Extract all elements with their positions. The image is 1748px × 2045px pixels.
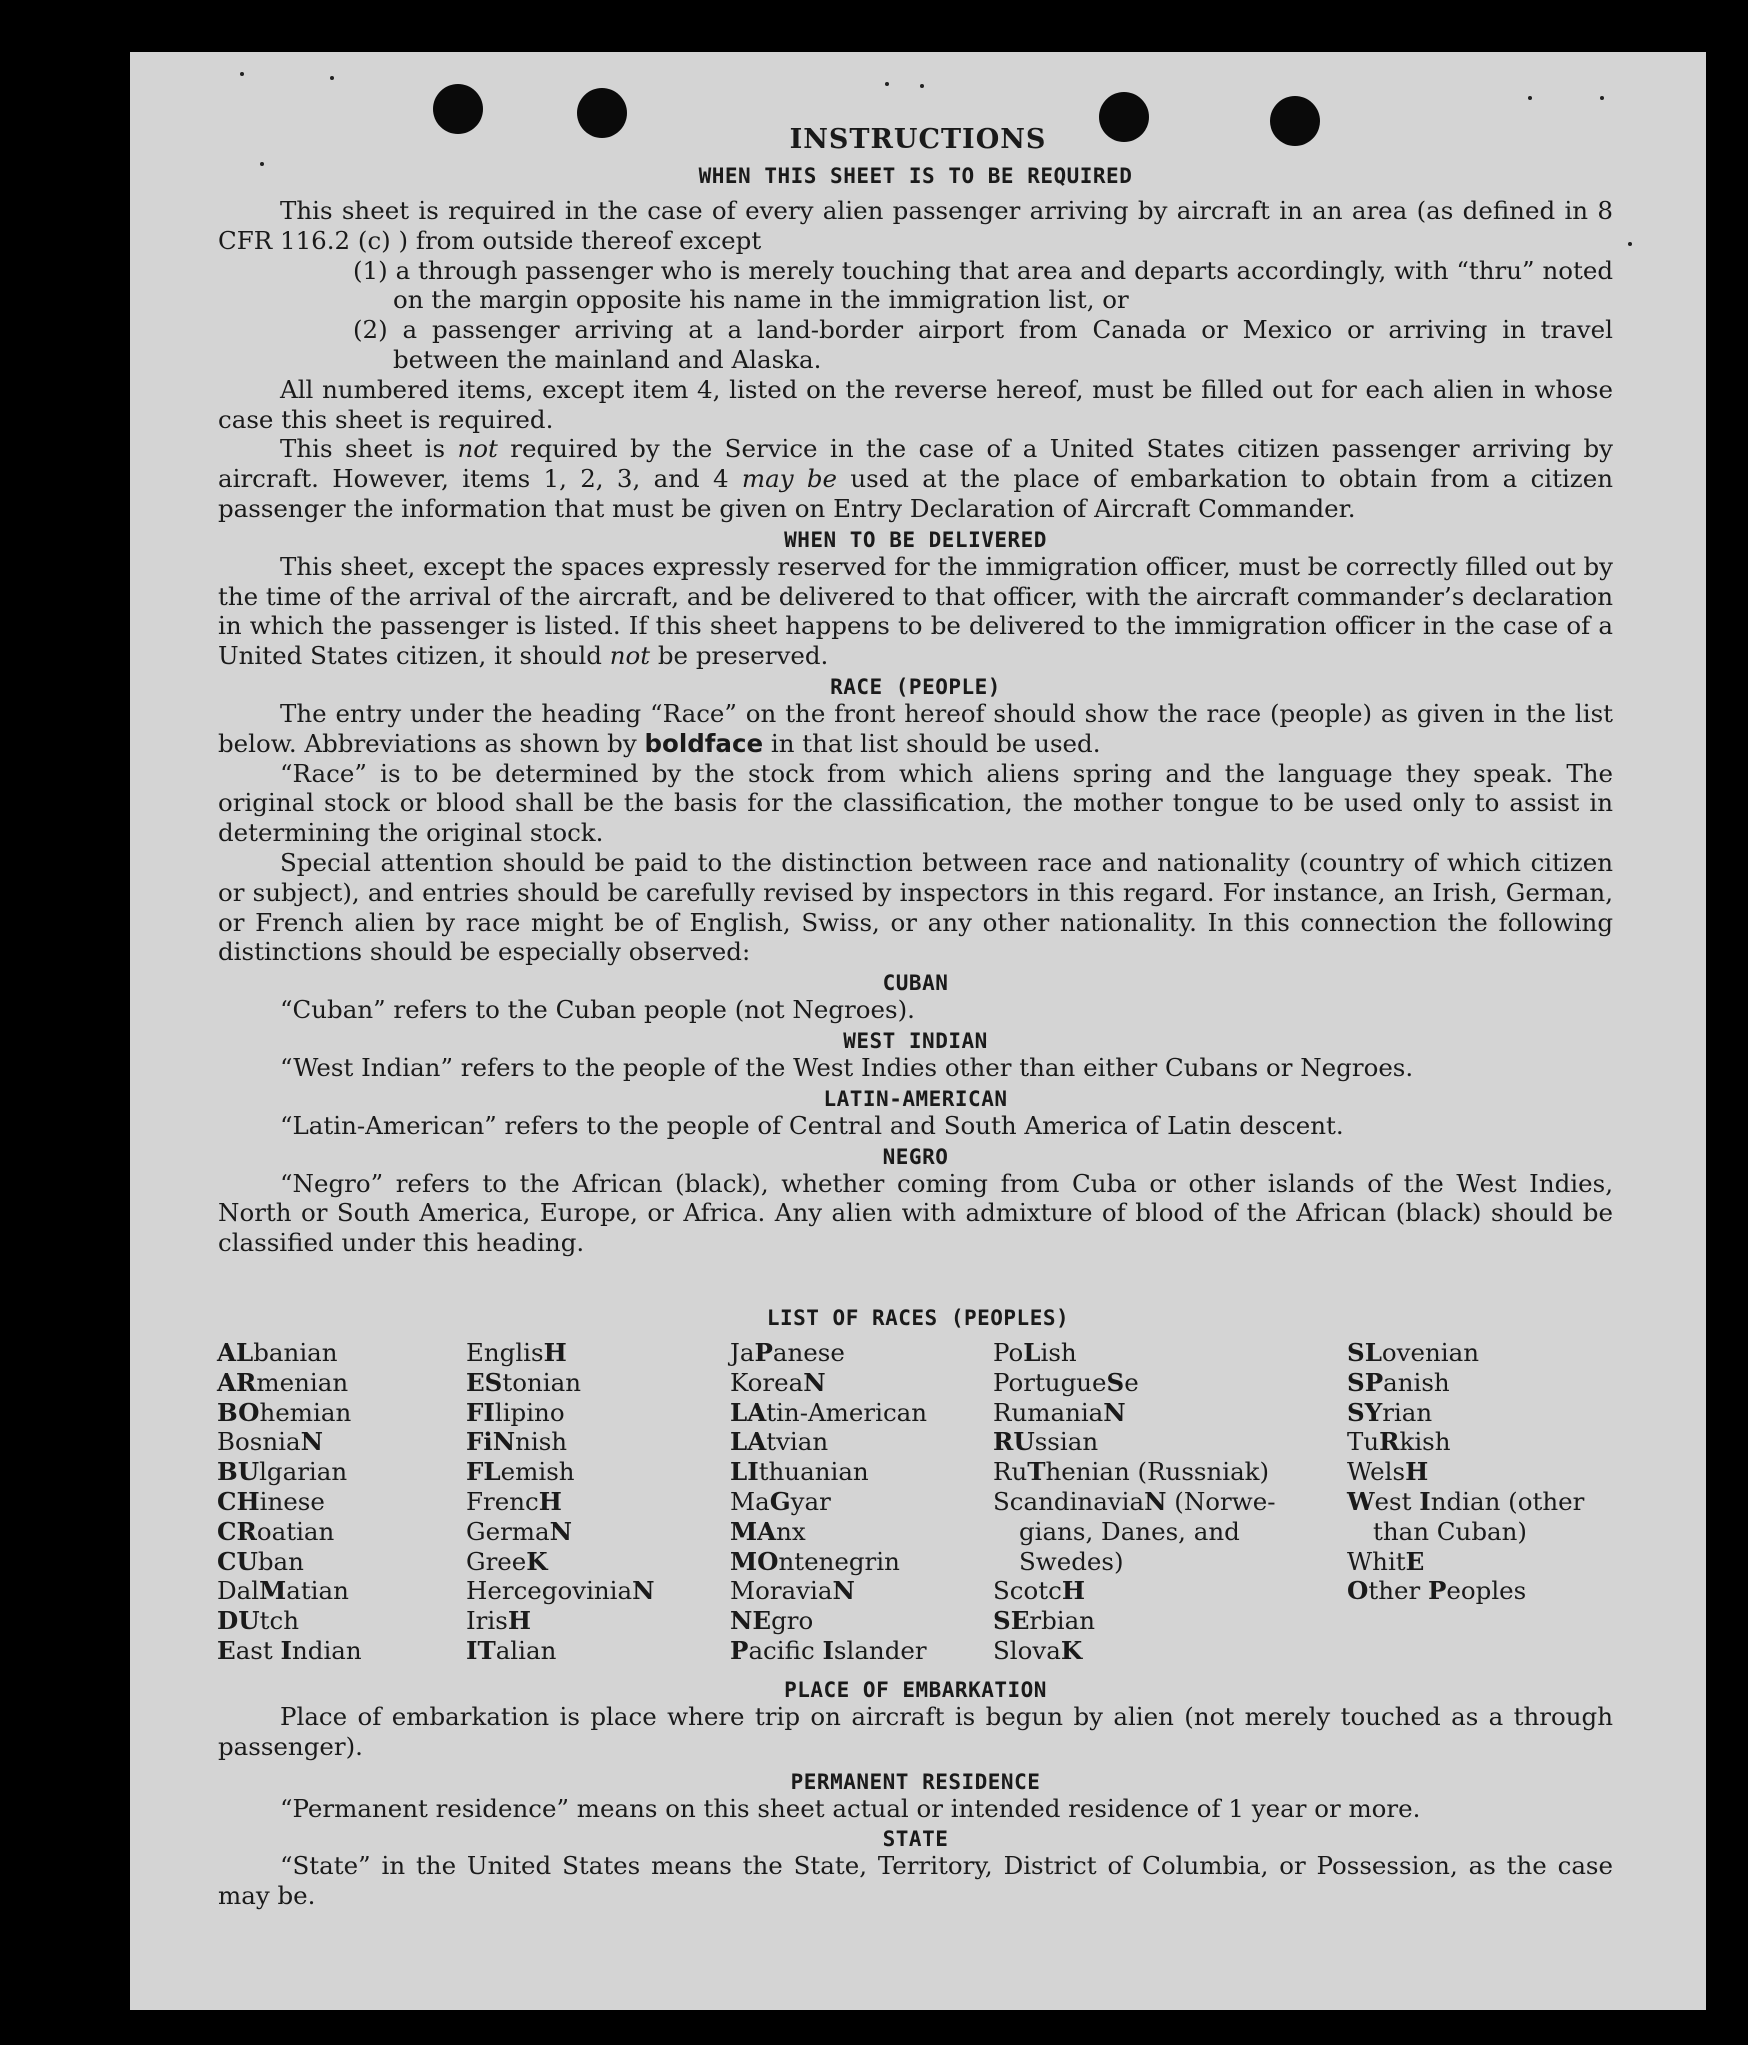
race-entry bbox=[993, 1606, 1276, 1636]
race-abbrev: N bbox=[1103, 1397, 1126, 1427]
race-entry bbox=[217, 1398, 362, 1428]
race-entry bbox=[217, 1576, 362, 1606]
race-text: Moravia bbox=[730, 1576, 833, 1606]
paragraph: “Race” is to be determined by the stock from which aliens spring and the language they speak. The original stock or blood shall be the basis for the classification, the mother tongue to be used only to assist in determining the original stock. bbox=[218, 758, 1613, 848]
speck bbox=[885, 82, 889, 86]
race-text: lgarian bbox=[259, 1457, 348, 1487]
race-entry bbox=[1347, 1576, 1584, 1606]
race-column bbox=[217, 1338, 362, 1666]
race-column bbox=[466, 1338, 655, 1666]
race-entry bbox=[466, 1487, 655, 1517]
paragraph: Place of embarkation is place where trip on aircraft is begun by alien (not merely touched as a through passenger). bbox=[218, 1702, 1613, 1761]
race-text: Korea bbox=[730, 1367, 804, 1397]
race-entry bbox=[730, 1338, 927, 1368]
race-entry bbox=[217, 1368, 362, 1398]
race-entry bbox=[1347, 1517, 1584, 1547]
race-entry bbox=[217, 1606, 362, 1636]
race-abbrev: H bbox=[543, 1338, 567, 1367]
race-text: Bosnia bbox=[217, 1427, 301, 1457]
race-abbrev: H bbox=[507, 1606, 531, 1636]
text-span: This sheet is bbox=[280, 434, 458, 464]
race-abbrev: CR bbox=[217, 1516, 257, 1546]
race-text: Rumania bbox=[993, 1397, 1104, 1427]
race-abbrev: M bbox=[259, 1576, 287, 1606]
race-text: hemian bbox=[259, 1397, 352, 1427]
race-text: eoples bbox=[1446, 1576, 1527, 1606]
race-abbrev: IT bbox=[466, 1635, 496, 1665]
race-entry bbox=[466, 1398, 655, 1428]
race-abbrev: FiN bbox=[466, 1427, 516, 1457]
paragraph: “Permanent residence” means on this sheet actual or intended residence of 1 year or more. bbox=[280, 1793, 1421, 1823]
race-column bbox=[1347, 1338, 1584, 1606]
paragraph bbox=[218, 434, 1613, 523]
race-entry bbox=[217, 1636, 362, 1666]
paragraph: Special attention should be paid to the distinction between race and nationality (country of which citizen or subject), and entries should be carefully revised by inspectors in this regard. For instance, an Irish, German, or French alien by race might be of English, Swiss, or any other nationality. In this connection the following distinctions should be especially observed: bbox=[218, 847, 1613, 967]
section-heading: WHEN TO BE DELIVERED bbox=[784, 527, 1047, 552]
paragraph: “Negro” refers to the African (black), whether coming from Cuba or other islands of the West Indies, North or South America, Europe, or Africa. Any alien with admixture of blood of the African (black) should be classified under this heading. bbox=[218, 1168, 1613, 1258]
race-text: Swedes) bbox=[1019, 1546, 1124, 1576]
race-entry bbox=[466, 1457, 655, 1487]
race-abbrev: S bbox=[1106, 1367, 1125, 1397]
race-text: Gree bbox=[466, 1546, 527, 1576]
race-entry bbox=[217, 1338, 362, 1368]
race-text: Englis bbox=[466, 1338, 544, 1367]
race-entry bbox=[217, 1457, 362, 1487]
instructions-body bbox=[218, 164, 1613, 1258]
race-entry bbox=[993, 1576, 1276, 1606]
race-abbrev: N bbox=[832, 1576, 855, 1606]
race-text: Dal bbox=[217, 1576, 260, 1606]
race-entry bbox=[1347, 1368, 1584, 1398]
race-text: ban bbox=[257, 1546, 304, 1576]
race-abbrev: MA bbox=[730, 1516, 777, 1546]
race-entry bbox=[1347, 1547, 1584, 1577]
race-entry bbox=[1347, 1338, 1584, 1368]
race-entry bbox=[730, 1487, 927, 1517]
race-abbrev: BO bbox=[217, 1397, 260, 1427]
speck bbox=[240, 72, 244, 76]
section-heading: LATIN-AMERICAN bbox=[823, 1086, 1008, 1111]
race-text: lipino bbox=[494, 1397, 565, 1427]
race-entry bbox=[993, 1338, 1276, 1368]
race-abbrev: P bbox=[754, 1338, 773, 1367]
paragraph: “State” in the United States means the State, Territory, District of Columbia, or Possession, as the case may be. bbox=[218, 1851, 1613, 1911]
race-text: rbian bbox=[1029, 1606, 1095, 1636]
section-heading: PLACE OF EMBARKATION bbox=[784, 1678, 1047, 1702]
race-text: than Cuban) bbox=[1373, 1516, 1527, 1546]
race-text: Wels bbox=[1347, 1457, 1406, 1487]
race-text: Frenc bbox=[466, 1486, 539, 1516]
race-entry bbox=[993, 1368, 1276, 1398]
race-abbrev: K bbox=[526, 1546, 548, 1576]
text-span: used at the place of embarkation to obtain from a citizen passenger the information that must be given on Entry Declaration of Aircraft Commander. bbox=[218, 464, 1613, 523]
race-abbrev: I bbox=[280, 1635, 292, 1665]
race-text: emish bbox=[500, 1457, 575, 1487]
race-abbrev: H bbox=[1405, 1457, 1429, 1487]
paragraph: “Latin-American” refers to the people of Central and South America of Latin descent. bbox=[280, 1110, 1344, 1140]
race-abbrev: SY bbox=[1347, 1397, 1383, 1427]
race-text: Portugue bbox=[993, 1367, 1107, 1397]
race-abbrev: H bbox=[1061, 1576, 1085, 1606]
race-text: rian bbox=[1382, 1397, 1433, 1427]
race-text: alian bbox=[495, 1635, 557, 1665]
race-text: gians, Danes, and bbox=[1019, 1516, 1240, 1546]
race-abbrev: N bbox=[632, 1576, 655, 1606]
race-text: anish bbox=[1383, 1367, 1450, 1397]
race-abbrev: SP bbox=[1347, 1367, 1384, 1397]
race-text: ntenegrin bbox=[778, 1546, 900, 1576]
race-text: atian bbox=[286, 1576, 349, 1606]
race-entry bbox=[1347, 1487, 1584, 1517]
race-text: ovenian bbox=[1381, 1338, 1480, 1367]
race-abbrev: L bbox=[1023, 1338, 1041, 1367]
emphasis: not bbox=[609, 641, 651, 671]
race-entry bbox=[993, 1487, 1276, 1517]
race-text: anese bbox=[772, 1338, 845, 1367]
race-entry bbox=[466, 1576, 655, 1606]
race-text: tch bbox=[259, 1606, 299, 1636]
race-entry bbox=[993, 1427, 1276, 1457]
race-entry bbox=[1347, 1457, 1584, 1487]
race-text: thuanian bbox=[758, 1457, 869, 1487]
race-abbrev: MO bbox=[730, 1546, 779, 1576]
race-entry bbox=[730, 1576, 927, 1606]
race-text: banian bbox=[253, 1338, 338, 1367]
bold-term: boldface bbox=[644, 728, 764, 758]
race-abbrev: CH bbox=[217, 1486, 260, 1516]
race-abbrev: AR bbox=[217, 1367, 257, 1397]
race-text: yar bbox=[790, 1486, 831, 1516]
race-entry bbox=[993, 1517, 1276, 1547]
race-entry bbox=[993, 1457, 1276, 1487]
race-abbrev: R bbox=[1379, 1427, 1400, 1457]
race-text: nx bbox=[776, 1516, 806, 1546]
paragraph: All numbered items, except item 4, listed on the reverse hereof, must be filled out for each alien in whose case this sheet is required. bbox=[218, 374, 1613, 434]
speck bbox=[330, 76, 334, 80]
race-entry bbox=[1347, 1398, 1584, 1428]
race-text: inese bbox=[259, 1486, 325, 1516]
race-entry bbox=[466, 1427, 655, 1457]
race-abbrev: G bbox=[769, 1486, 791, 1516]
race-abbrev: CU bbox=[217, 1546, 258, 1576]
race-text: ther bbox=[1368, 1576, 1428, 1606]
race-entry bbox=[730, 1427, 927, 1457]
race-abbrev: H bbox=[538, 1486, 562, 1516]
race-abbrev: P bbox=[730, 1635, 749, 1665]
race-abbrev: SL bbox=[1347, 1338, 1382, 1367]
race-abbrev: LA bbox=[730, 1397, 767, 1427]
section-heading: NEGRO bbox=[882, 1144, 949, 1169]
race-text: nish bbox=[515, 1427, 568, 1457]
race-abbrev: ES bbox=[466, 1367, 503, 1397]
race-text: ssian bbox=[1034, 1427, 1099, 1457]
section-heading: RACE (PEOPLE) bbox=[830, 674, 1001, 699]
race-entry bbox=[1347, 1427, 1584, 1457]
race-entry bbox=[730, 1517, 927, 1547]
race-text: ish bbox=[1040, 1338, 1077, 1367]
race-entry bbox=[466, 1606, 655, 1636]
race-abbrev: K bbox=[1060, 1635, 1083, 1665]
race-text: Ma bbox=[730, 1486, 770, 1516]
race-abbrev: SE bbox=[993, 1606, 1030, 1636]
closing-sections bbox=[218, 1678, 1613, 1911]
paragraph: This sheet is required in the case of every alien passenger arriving by aircraft in an area (as defined in 8 CFR 116.2 (c) ) from outside thereof except bbox=[218, 196, 1613, 255]
paragraph bbox=[218, 699, 1613, 759]
race-text: ndian bbox=[291, 1635, 362, 1665]
race-text: kish bbox=[1399, 1427, 1451, 1457]
race-entry bbox=[993, 1547, 1276, 1577]
text-span: be preserved. bbox=[650, 641, 829, 671]
race-text: oatian bbox=[256, 1516, 335, 1546]
race-abbrev: O bbox=[1347, 1576, 1369, 1606]
text-span: This sheet, except the spaces expressly reserved for the immigration officer, must be correctly filled out by the time of the arrival of the aircraft, and be delivered to that officer, with the aircraft commander’s declaration in which the passenger is listed. If this sheet happens to be delivered to the immigration officer in the case of a United States citizen, it should bbox=[218, 551, 1613, 671]
text-span: in that list should be used. bbox=[763, 728, 1101, 758]
race-text: acific bbox=[748, 1635, 823, 1665]
race-text: tonian bbox=[502, 1367, 581, 1397]
race-entry bbox=[217, 1487, 362, 1517]
race-text: Hercegovinia bbox=[466, 1576, 633, 1606]
race-abbrev: LA bbox=[730, 1427, 767, 1457]
speck bbox=[1600, 96, 1604, 100]
race-entry bbox=[993, 1636, 1276, 1666]
race-abbrev: N bbox=[300, 1427, 323, 1457]
race-abbrev: E bbox=[217, 1635, 236, 1665]
race-abbrev: NE bbox=[730, 1606, 772, 1636]
race-abbrev: RU bbox=[993, 1427, 1035, 1457]
race-entry bbox=[730, 1606, 927, 1636]
race-abbrev: FI bbox=[466, 1397, 495, 1427]
race-abbrev: AL bbox=[217, 1338, 254, 1367]
section-heading: CUBAN bbox=[882, 971, 949, 996]
race-text: Scotc bbox=[993, 1576, 1062, 1606]
race-abbrev: N bbox=[1144, 1486, 1167, 1516]
list-item: (2) a passenger arriving at a land-border airport from Canada or Mexico or arriving in travel between the mainland and Alaska. bbox=[353, 315, 1613, 374]
race-abbrev: P bbox=[1427, 1576, 1447, 1606]
section-heading: WEST INDIAN bbox=[843, 1028, 988, 1053]
race-entry bbox=[466, 1517, 655, 1547]
race-entry bbox=[730, 1636, 927, 1666]
section-heading: STATE bbox=[882, 1827, 949, 1852]
speck bbox=[1528, 96, 1532, 100]
race-text: henian (Russniak) bbox=[1045, 1457, 1270, 1487]
race-abbrev: N bbox=[803, 1367, 826, 1397]
race-text: menian bbox=[256, 1367, 349, 1397]
emphasis: may be bbox=[741, 464, 838, 494]
section-heading: PERMANENT RESIDENCE bbox=[790, 1769, 1041, 1794]
race-abbrev: DU bbox=[217, 1606, 260, 1636]
race-text: Tu bbox=[1347, 1427, 1380, 1457]
race-entry bbox=[730, 1457, 927, 1487]
text-span: required by the Service in the case of a United States citizen passenger arriving by aircraft. However, items 1, 2, 3, and 4 bbox=[218, 434, 1613, 494]
race-column bbox=[993, 1338, 1276, 1666]
paragraph: “West Indian” refers to the people of the West Indies other than either Cubans or Negroes. bbox=[280, 1052, 1414, 1082]
race-text: gro bbox=[771, 1606, 814, 1636]
race-entry bbox=[993, 1398, 1276, 1428]
race-text: tvian bbox=[766, 1427, 829, 1457]
race-text: Scandinavia bbox=[993, 1486, 1145, 1516]
paragraph bbox=[218, 552, 1613, 671]
race-entry bbox=[466, 1368, 655, 1398]
race-text: Ja bbox=[730, 1338, 755, 1367]
race-entry bbox=[217, 1547, 362, 1577]
speck bbox=[920, 84, 924, 88]
race-column bbox=[730, 1338, 927, 1666]
race-text: Slova bbox=[993, 1635, 1061, 1665]
race-entry bbox=[730, 1547, 927, 1577]
race-abbrev: N bbox=[549, 1516, 573, 1546]
race-text: (Norwe- bbox=[1166, 1486, 1276, 1516]
emphasis: not bbox=[457, 434, 498, 464]
text-span: The entry under the heading “Race” on the front hereof should show the race (people) as given in the list below. Abbreviations as shown by bbox=[218, 698, 1613, 758]
race-text: Germa bbox=[466, 1516, 550, 1546]
document-sheet bbox=[130, 52, 1706, 2010]
race-text: tin-American bbox=[766, 1397, 928, 1427]
race-text: e bbox=[1124, 1367, 1139, 1397]
paragraph: “Cuban” refers to the Cuban people (not Negroes). bbox=[280, 995, 915, 1025]
race-entry bbox=[217, 1427, 362, 1457]
race-text: ast bbox=[235, 1635, 281, 1665]
race-abbrev: I bbox=[822, 1635, 834, 1665]
section-heading: WHEN THIS SHEET IS TO BE REQUIRED bbox=[698, 164, 1133, 188]
race-text: Po bbox=[993, 1338, 1024, 1367]
race-abbrev: BU bbox=[217, 1457, 260, 1487]
race-entry bbox=[466, 1636, 655, 1666]
race-entry bbox=[730, 1368, 927, 1398]
race-text: ndian (other bbox=[1430, 1486, 1585, 1516]
race-abbrev: FL bbox=[466, 1457, 501, 1487]
race-text: est bbox=[1374, 1486, 1420, 1516]
speck bbox=[1628, 242, 1632, 246]
race-abbrev: I bbox=[1419, 1486, 1431, 1516]
race-text: Ru bbox=[993, 1457, 1028, 1487]
list-item: (1) a through passenger who is merely touching that area and departs accordingly, with “thru” noted on the margin opposite his name in the immigration list, or bbox=[353, 255, 1613, 315]
race-abbrev: LI bbox=[730, 1457, 759, 1487]
race-text: slander bbox=[833, 1635, 927, 1665]
race-text: Iris bbox=[466, 1606, 508, 1636]
race-abbrev: E bbox=[1405, 1546, 1425, 1576]
page-title: INSTRUCTIONS bbox=[789, 124, 1047, 155]
race-text: Whit bbox=[1347, 1546, 1406, 1576]
race-entry bbox=[466, 1338, 655, 1368]
section-heading: LIST OF RACES (PEOPLES) bbox=[766, 1306, 1070, 1330]
race-abbrev: W bbox=[1347, 1486, 1375, 1516]
race-entry bbox=[466, 1547, 655, 1577]
race-entry bbox=[730, 1398, 927, 1428]
race-entry bbox=[217, 1517, 362, 1547]
race-abbrev: T bbox=[1027, 1457, 1046, 1487]
